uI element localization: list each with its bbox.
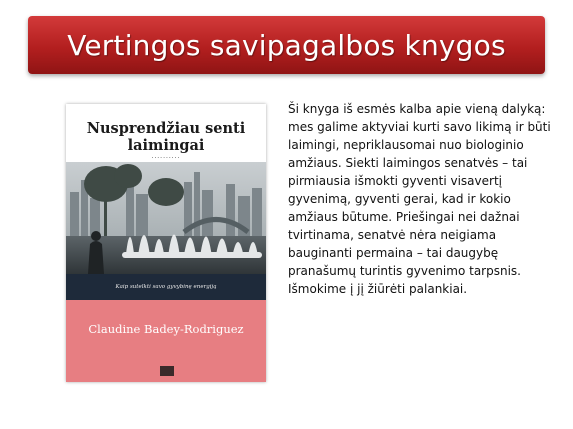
book-description: Ši knyga iš esmės kalba apie vieną dalyką: mes galime aktyviai kurti savo likimą ir būti laimingi, nepriklausomai nuo biologinio amžiaus. Siekti laimingos senatvės – tai pirmiausia išmokti gyventi visavertį gyvenimą, gyventi gerai, kad ir kokio amžiaus būtume. Priešingai nei dažnai tvirtinama, senatvė nėra neigiama bauginanti permaina – tai daugybę pranašumų turintis gyvenimo tarpsnis. Išmokime į jį žiūrėti palankiai. xyxy=(288,102,551,296)
book-cover-author: Claudine Badey-Rodriguez xyxy=(88,322,244,336)
book-cover-subtitle-band xyxy=(66,274,266,300)
book-cover xyxy=(66,104,266,382)
publisher-logo xyxy=(160,366,174,376)
book-cover-subtitle: Kaip sutelkti savo gyvybinę energiją xyxy=(115,284,217,290)
title-banner xyxy=(28,16,545,74)
book-cover-photo xyxy=(66,162,266,274)
book-cover-dots: .......... xyxy=(151,153,181,160)
slide-title: Vertingos savipagalbos knygos xyxy=(67,28,506,62)
book-cover-title: Nusprendžiau senti laimingai xyxy=(86,120,246,154)
